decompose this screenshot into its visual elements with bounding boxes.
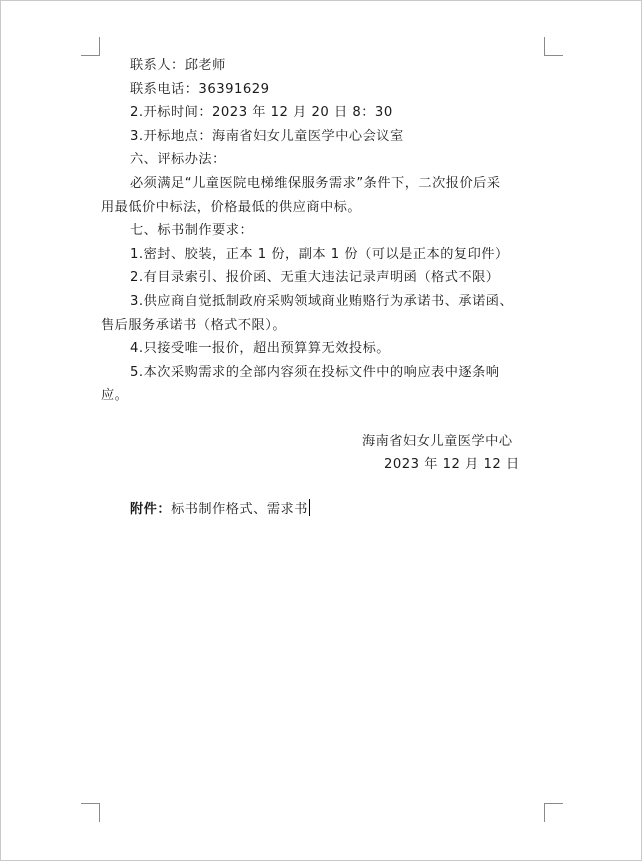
contact-person-line: 联系人：邱老师 [130,58,226,73]
requirement-item-4: 4.只接受唯一报价，超出预算算无效投标。 [130,341,390,357]
page-corner-mark-bottom-right [544,803,563,822]
evaluation-method-text-line-2: 用最低价中标法，价格最低的供应商中标。 [101,199,362,215]
requirement-item-5-line-1: 5.本次采购需求的全部内容须在投标文件中的响应表中逐条响 [130,364,500,380]
text-cursor [309,499,310,516]
page-corner-mark-top-left [81,37,100,56]
evaluation-method-text-line-1: 必须满足“儿童医院电梯维保服务需求”条件下，二次报价后采 [130,175,501,191]
document-body[interactable] [101,54,549,408]
requirement-item-3-line-1: 3.供应商自觉抵制政府采购领域商业贿赂行为承诺书、承诺函、 [130,293,514,309]
contact-phone-line: 联系电话：36391629 [130,81,270,97]
attachment-label: 附件： [130,502,172,517]
requirement-item-5-line-2: 应。 [101,388,129,404]
requirement-item-2: 2.有目录索引、报价函、无重大违法记录声明函（格式不限） [130,270,500,286]
requirement-item-1: 1.密封、胶装，正本 1 份，副本 1 份（可以是正本的复印件） [130,246,509,262]
evaluation-method-heading: 六、评标办法： [130,152,226,168]
attachment-text: 标书制作格式、需求书 [171,502,308,517]
signature-organization: 海南省妇女儿童医学中心 [362,434,513,449]
attachment-line[interactable] [130,498,310,517]
opening-location-line: 3.开标地点：海南省妇女儿童医学中心会议室 [130,128,404,144]
opening-time-line: 2.开标时间：2023 年 12 月 20 日 8：30 [130,105,393,121]
signature-date: 2023 年 12 月 12 日 [384,457,520,472]
page-corner-mark-bottom-left [81,803,100,822]
requirement-item-3-line-2: 售后服务承诺书（格式不限）。 [101,317,287,333]
bid-requirements-heading: 七、标书制作要求： [130,223,254,239]
